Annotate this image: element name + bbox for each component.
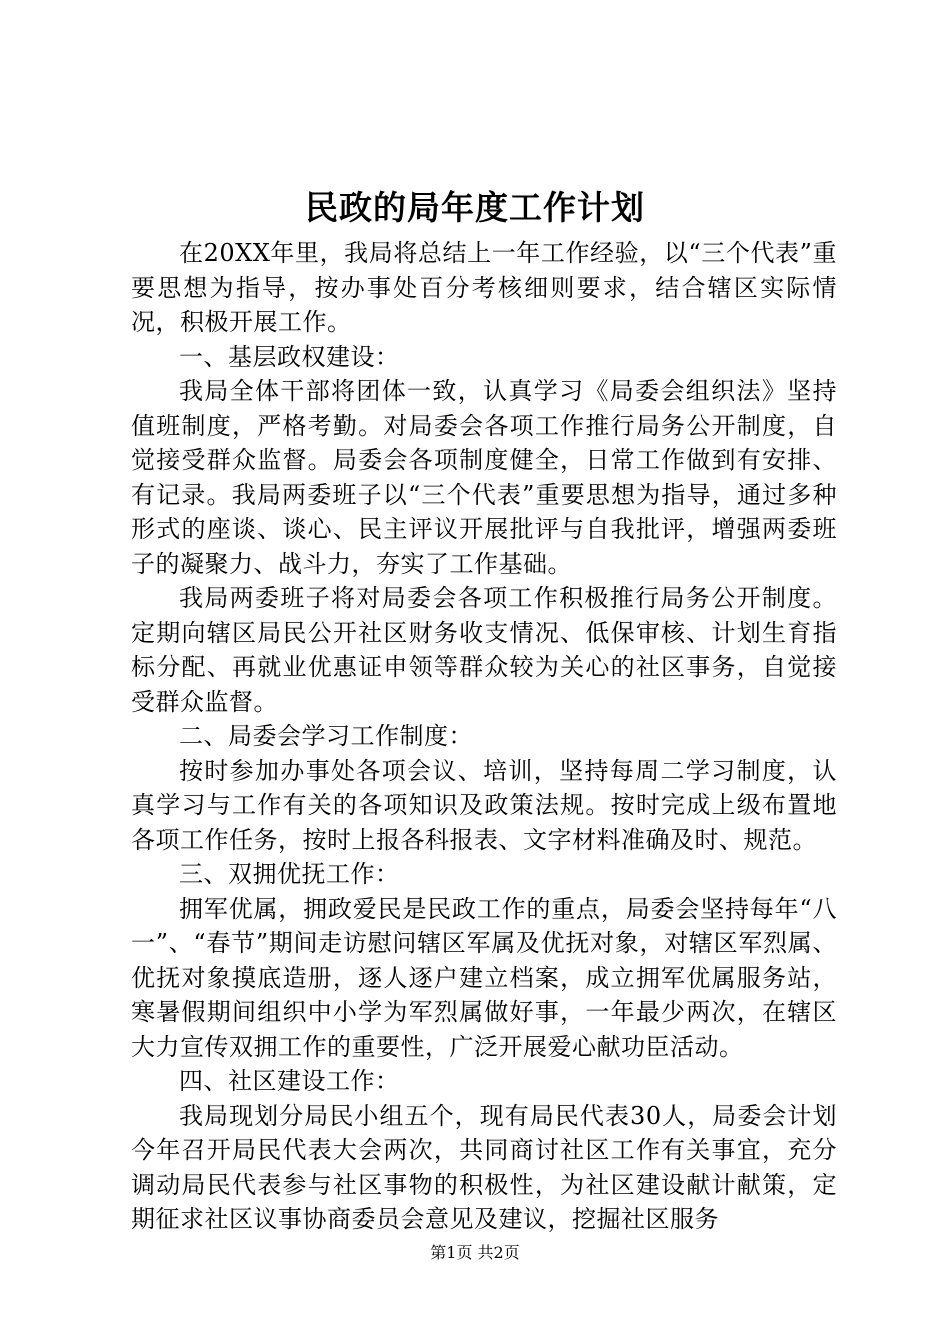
document-title: 民政的局年度工作计划 bbox=[305, 188, 645, 227]
paragraph-section-1b: 我局两委班子将对局委会各项工作积极推行局务公开制度。定期向辖区局民公开社区财务收支情况、低保审核、计划生育指标分配、再就业优惠证申领等群众较为关心的社区事务，自觉接受群众监督。 bbox=[131, 584, 837, 716]
paragraph-section-1a: 我局全体干部将团体一致，认真学习《局委会组织法》坚持值班制度，严格考勤。对局委会各项工作推行局务公开制度，自觉接受群众监督。局委会各项制度健全，日常工作做到有安排、有记录。我局两委班子以“三个代表”重要思想为指导，通过多种形式的座谈、谈心、民主评议开展批评与自我批评，增强两委班子的凝聚力、战斗力，夯实了工作基础。 bbox=[131, 377, 837, 578]
paragraph-intro: 在20XX年里，我局将总结上一年工作经验，以“三个代表”重要思想为指导，按办事处百分考核细则要求，结合辖区实际情况，积极开展工作。 bbox=[131, 239, 837, 336]
paragraph-section-3: 拥军优属，拥政爱民是民政工作的重点，局委会坚持每年“八一”、“春节”期间走访慰问辖区军属及优抚对象，对辖区军烈属、优抚对象摸底造册，逐人逐户建立档案，成立拥军优属服务站，寒暑假期间组织中小学为军烈属做好事，一年最少两次，在辖区大力宣传双拥工作的重要性，广泛开展爱心献功臣活动。 bbox=[131, 894, 837, 1061]
paragraph-section-2: 按时参加办事处各项会议、培训，坚持每周二学习制度，认真学习与工作有关的各项知识及政策法规。按时完成上级布置地各项工作任务，按时上报各科报表、文字材料准确及时、规范。 bbox=[131, 756, 837, 854]
section-heading-1: 一、基层政权建设： bbox=[179, 342, 400, 371]
page-footer: 第1页 共2页 bbox=[430, 1243, 520, 1262]
section-heading-3: 三、双拥优抚工作： bbox=[179, 860, 400, 888]
paragraph-section-4: 我局现划分局民小组五个，现有局民代表30人，局委会计划今年召开局民代表大会两次，共同商讨社区工作有关事宜，充分调动局民代表参与社区事物的积极性，为社区建设献计献策，定期征求社区议事协商委员会意见及建议，挖掘社区服务 bbox=[131, 1101, 837, 1233]
section-heading-2: 二、局委会学习工作制度： bbox=[179, 722, 473, 750]
section-heading-4: 四、社区建设工作： bbox=[179, 1067, 400, 1095]
document-body bbox=[131, 236, 837, 1237]
